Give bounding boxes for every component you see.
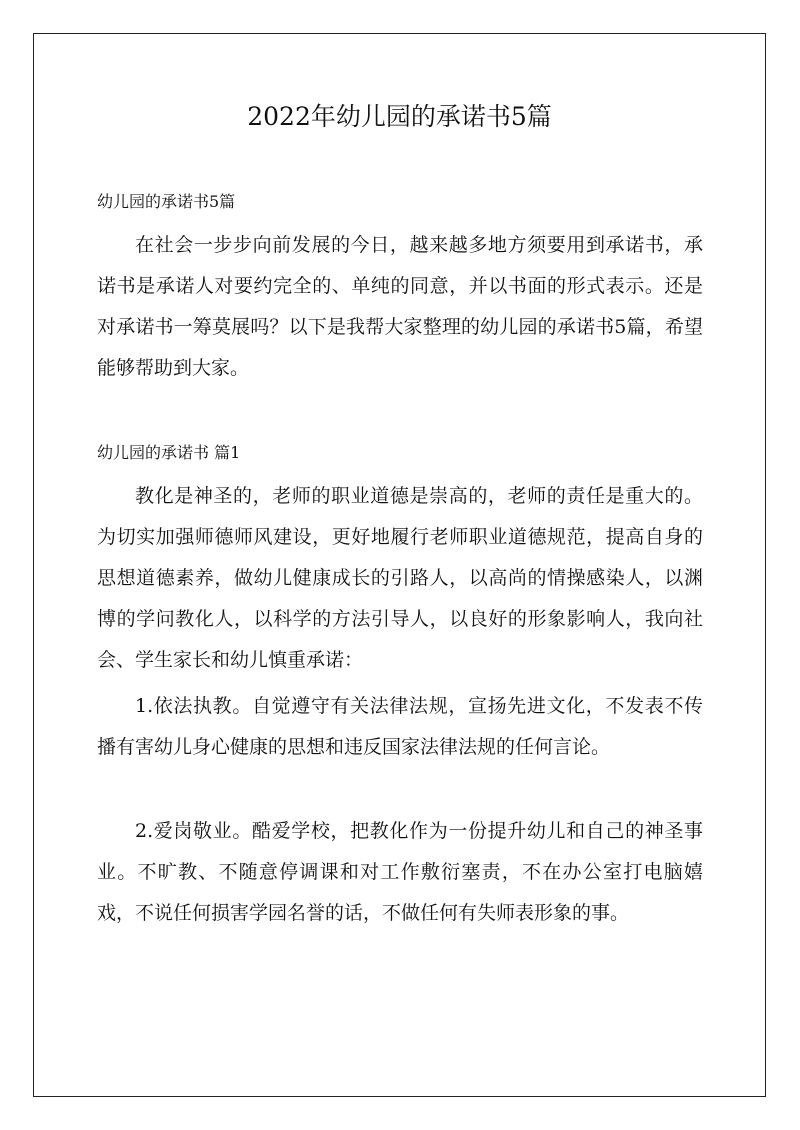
section1-heading: 幼儿园的承诺书 篇1 <box>97 443 241 462</box>
document-title: 2022年幼儿园的承诺书5篇 <box>247 102 552 131</box>
section1-paragraph: 2.爱岗敬业。酷爱学校，把教化作为一份提升幼儿和自己的神圣事业。不旷教、不随意停调课和对工作敷衍塞责，不在办公室打电脑嬉戏，不说任何损害学园名誉的话，不做任何有失师表形象的事。 <box>97 820 703 924</box>
intro-paragraph: 在社会一步步向前发展的今日，越来越多地方须要用到承诺书，承诺书是承诺人对要约完全的、单纯的同意，并以书面的形式表示。还是对承诺书一筹莫展吗？以下是我帮大家整理的幼儿园的承诺书5篇，希望能够帮助到大家。 <box>97 234 703 379</box>
section1-paragraph: 教化是神圣的，老师的职业道德是崇高的，老师的责任是重大的。为切实加强师德师风建设，更好地履行老师职业道德规范，提高自身的思想道德素养，做幼儿健康成长的引路人，以高尚的情操感染人，以渊博的学问教化人，以科学的方法引导人，以良好的形象影响人，我向社会、学生家长和幼儿慎重承诺： <box>97 485 703 671</box>
section1-paragraph: 1.依法执教。自觉遵守有关法律法规，宣扬先进文化，不发表不传播有害幼儿身心健康的思想和违反国家法律法规的任何言论。 <box>97 695 703 758</box>
intro-heading: 幼儿园的承诺书5篇 <box>97 192 236 211</box>
